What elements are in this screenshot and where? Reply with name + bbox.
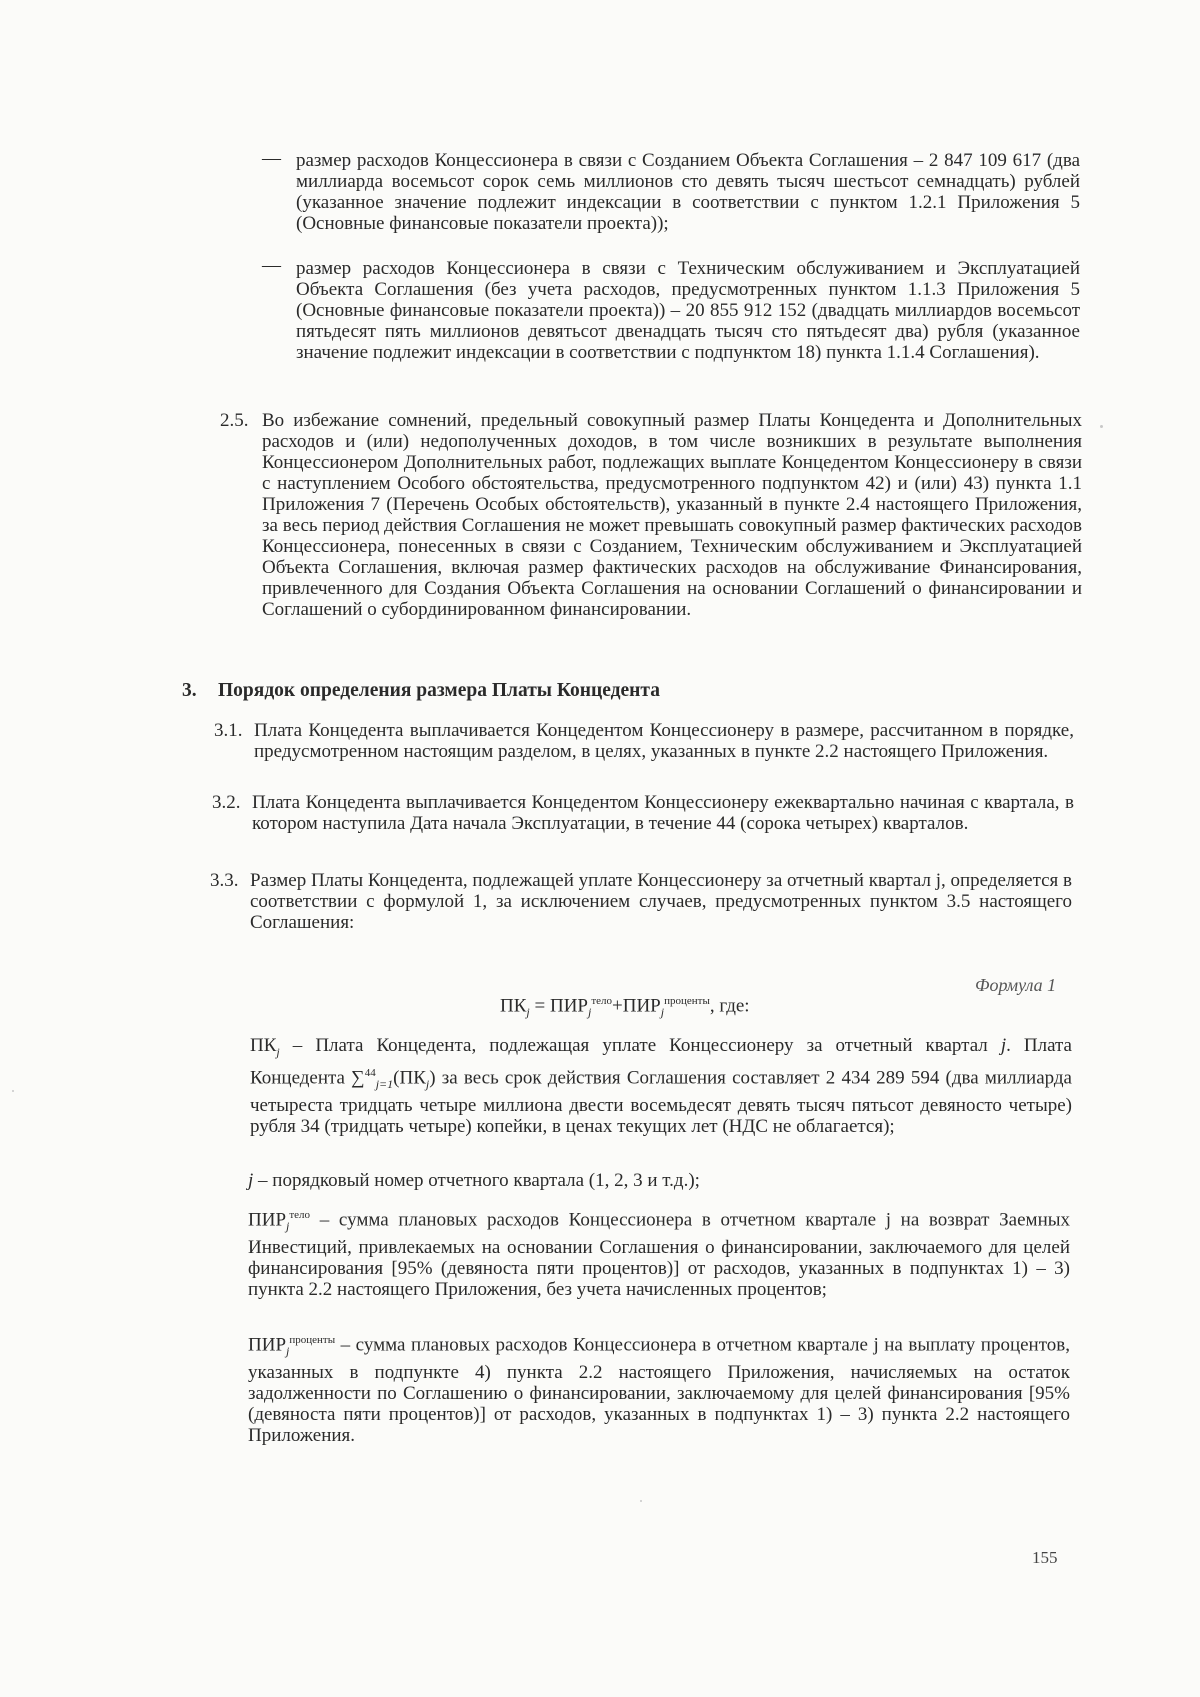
formula-sub: j: [660, 1005, 665, 1020]
formula-lhs: ПК: [500, 995, 527, 1017]
bullet-paragraph: размер расходов Концессионера в связи с Созданием Объекта Соглашения – 2 847 109 617 (два миллиарда восемьсот сорок семь миллионов сто девять тысяч шестьсот семнадцать) рублей (указанное значение подлежит индексации в соответствии с пунктом 1.2.1 Приложения 5 (Основные финансовые показатели проекта));: [296, 150, 1080, 234]
formula-label: Формула 1: [975, 975, 1057, 995]
scan-speck: [12, 1090, 14, 1092]
section-title: Порядок определения размера Платы Концедента: [218, 680, 660, 701]
formula-eq: =: [529, 995, 550, 1017]
definition-pir-interest: $ПИР_j^{проценты}$ – сумма плановых расходов Концессионера в отчетном квартале j на выплату процентов, указанных в подпункте 4) пункта 2.2 настоящего Приложения, начисляемых на остаток задолженности по Соглашению о финансировании, заключаемому для целей финансирования [95% (девяноста пяти процентов)] от расходов, указанных в подпунктах 1) – 3) пункта 2.2 настоящего Приложения.: [248, 1334, 1070, 1447]
formula-sup-interest: проценты: [664, 995, 710, 1007]
scan-speck: [640, 1500, 642, 1502]
bullet-dash: —: [262, 255, 281, 276]
clause-paragraph: Плата Концедента выплачивается Концедентом Концессионеру ежеквартально начиная с квартала, в котором наступила Дата начала Эксплуатации, в течение 44 (сорока четырех) кварталов.: [252, 792, 1074, 834]
clause-number: 3.2.: [212, 792, 241, 813]
formula-sup-body: тело: [591, 995, 613, 1007]
formula-pir: ПИР: [622, 995, 661, 1017]
bullet-dash: —: [262, 148, 281, 169]
formula-sub: j: [587, 1005, 592, 1020]
page-number: 155: [1032, 1548, 1058, 1567]
clause-paragraph: Размер Платы Концедента, подлежащей уплате Концессионеру за отчетный квартал j, определяется в соответствии с формулой 1, за исключением случаев, предусмотренных пунктом 3.5 настоящего Соглашения:: [250, 870, 1073, 933]
clause-number: 3.3.: [210, 870, 239, 891]
scan-speck: [1100, 425, 1103, 428]
definition-pk: $ПК_j$ – Плата Концедента, подлежащая уплате Концессионеру за отчетный квартал j. Плата Концедента $\sum^{44}_{j=1}(ПК_j)$ за весь срок действия Соглашения составляет 2 434 289 594 (два миллиарда четыреста тридцать четыре миллиона двести восемьдесят девять тысяч пятьсот девяносто четыре) рубля 34 (тридцать четыре) копейки, в ценах текущих лет (НДС не облагается);: [250, 1035, 1072, 1137]
definition-pir-body: $ПИР_j^{тело}$ – сумма плановых расходов Концессионера в отчетном квартале j на возврат Заемных Инвестиций, привлекаемых на основании Соглашения о финансировании, заключаемого для целей финансирования [95% (девяноста пяти процентов)] от расходов, указанных в подпунктах 1) – 3) пункта 2.2 настоящего Приложения, без учета начисленных процентов;: [248, 1209, 1070, 1301]
clause-number: 2.5.: [220, 410, 249, 431]
bullet-paragraph: размер расходов Концессионера в связи с Техническим обслуживанием и Эксплуатацией Объекта Соглашения (без учета расходов, предусмотренных пунктом 1.1.3 Приложения 5 (Основные финансовые показатели проекта)) – 20 855 912 152 (двадцать миллиардов восемьсот пятьдесят пять миллионов девятьсот двенадцать тысяч сто пятьдесят два) рубля (указанное значение подлежит индексации в соответствии с подпунктом 18) пункта 1.1.4 Соглашения).: [296, 258, 1080, 363]
formula-1: [500, 995, 750, 1020]
clause-number: 3.1.: [214, 720, 243, 741]
clause-paragraph: Во избежание сомнений, предельный совокупный размер Платы Концедента и Дополнительных расходов и (или) недополученных доходов, в том числе возникших в результате выполнения Концессионером Дополнительных работ, подлежащих выплате Концедентом Концессионеру в связи с наступлением Особого обстоятельства, предусмотренного подпунктом 42) и (или) 43) пункта 1.1 Приложения 7 (Перечень Особых обстоятельств), указанный в пункте 2.4 настоящего Приложения, за весь период действия Соглашения не может превышать совокупный размер фактических расходов Концессионера, понесенных в связи с Созданием, Техническим обслуживанием и Эксплуатацией Объекта Соглашения, включая размер фактических расходов на обслуживание Финансирования, привлеченного для Создания Объекта Соглашения на основании Соглашений о финансировании и Соглашений о субординированном финансировании.: [262, 410, 1082, 620]
formula-sub: j: [526, 1005, 530, 1020]
clause-paragraph: Плата Концедента выплачивается Концедентом Концессионеру в размере, рассчитанном в порядке, предусмотренном настоящим разделом, в целях, указанных в пункте 2.2 настоящего Приложения.: [254, 720, 1074, 762]
formula-pir: ПИР: [549, 995, 588, 1017]
definition-j: j – порядковый номер отчетного квартала (1, 2, 3 и т.д.);: [248, 1170, 700, 1191]
section-number: 3.: [182, 680, 197, 701]
formula-tail: , где:: [709, 995, 750, 1017]
formula-plus: +: [612, 995, 623, 1017]
